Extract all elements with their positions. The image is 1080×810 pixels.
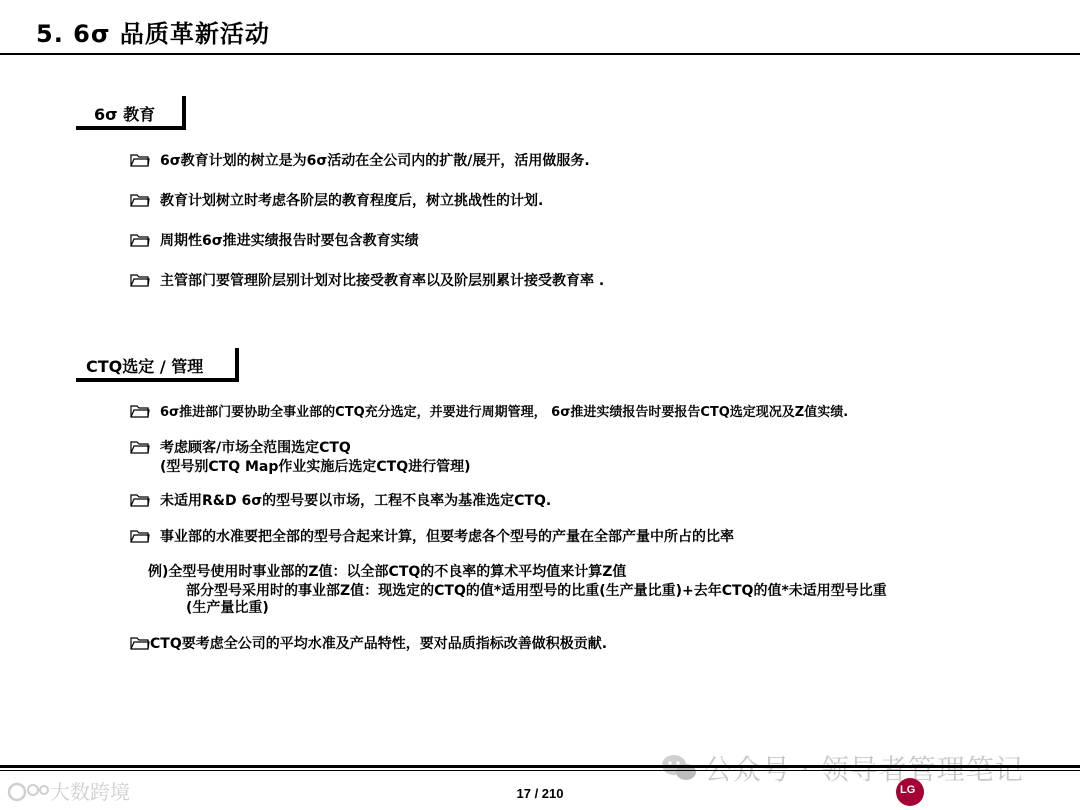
folder-icon (130, 529, 150, 543)
section-heading-education (76, 96, 186, 130)
section-heading-ctq (76, 348, 239, 382)
example-line: 部分型号采用时的事业部Z值：现选定的CTQ的值*适用型号的比重(生产量比重)+去年CTQ的值*未适用型号比重 (186, 583, 887, 599)
section-heading-label: 6σ 教育 (94, 105, 156, 124)
watermark-wechat (660, 748, 1024, 788)
list-item (130, 232, 419, 250)
example-line: (生产量比重) (186, 600, 269, 616)
list-item-subtext: (型号别CTQ Map作业实施后选定CTQ进行管理) (160, 459, 471, 475)
footer-divider (0, 765, 1080, 768)
wechat-icon (660, 753, 698, 783)
example-line: 例)全型号使用时事业部的Z值：以全部CTQ的不良率的算术平均值来计算Z值 (148, 564, 627, 580)
title-divider (0, 53, 1080, 55)
title-bar (0, 0, 1080, 56)
folder-icon (130, 636, 150, 650)
list-item-text: 未适用R&D 6σ的型号要以市场，工程不良率为基准选定CTQ. (160, 493, 552, 509)
list-item (130, 404, 848, 422)
list-item-text: 事业部的水准要把全部的型号合起来计算，但要考虑各个型号的产量在全部产量中所占的比率 (160, 529, 734, 545)
page-number: 17 / 210 (516, 786, 564, 801)
folder-icon (130, 404, 150, 418)
list-item-text: 6σ教育计划的树立是为6σ活动在全公司内的扩散/展开，活用做服务. (160, 153, 590, 169)
list-item-text: 教育计划树立时考虑各阶层的教育程度后，树立挑战性的计划. (160, 193, 544, 209)
list-item (130, 192, 543, 210)
folder-icon (130, 273, 150, 287)
list-item (130, 635, 607, 653)
list-item (130, 528, 734, 546)
folder-icon (130, 153, 150, 167)
list-item-text: 考虑顾客/市场全范围选定CTQ (160, 440, 351, 456)
footer-divider-thin (0, 770, 1080, 771)
list-item-text: CTQ要考虑全公司的平均水准及产品特性，要对品质指标改善做积极贡献. (150, 636, 608, 652)
list-item (130, 492, 551, 510)
list-item-text: 周期性6σ推进实绩报告时要包含教育实绩 (160, 233, 419, 249)
list-item (130, 439, 351, 457)
folder-icon (130, 193, 150, 207)
list-item-text: 6σ推进部门要协助全事业部的CTQ充分选定，并要进行周期管理， 6σ推进实绩报告时要报告CTQ选定现况及Z值实绩. (160, 405, 849, 420)
list-item (130, 152, 590, 170)
list-item-text: 主管部门要管理阶层别计划对比接受教育率以及阶层别累计接受教育率 . (160, 273, 605, 289)
watermark-text: 大数跨境 (50, 780, 130, 804)
folder-icon (130, 233, 150, 247)
section-heading-label: CTQ选定 / 管理 (86, 357, 204, 376)
folder-icon (130, 493, 150, 507)
list-item (130, 272, 604, 290)
folder-icon (130, 440, 150, 454)
page-title: 5. 6σ 品质革新活动 (36, 20, 270, 48)
lg-logo-icon: LG (896, 778, 924, 806)
